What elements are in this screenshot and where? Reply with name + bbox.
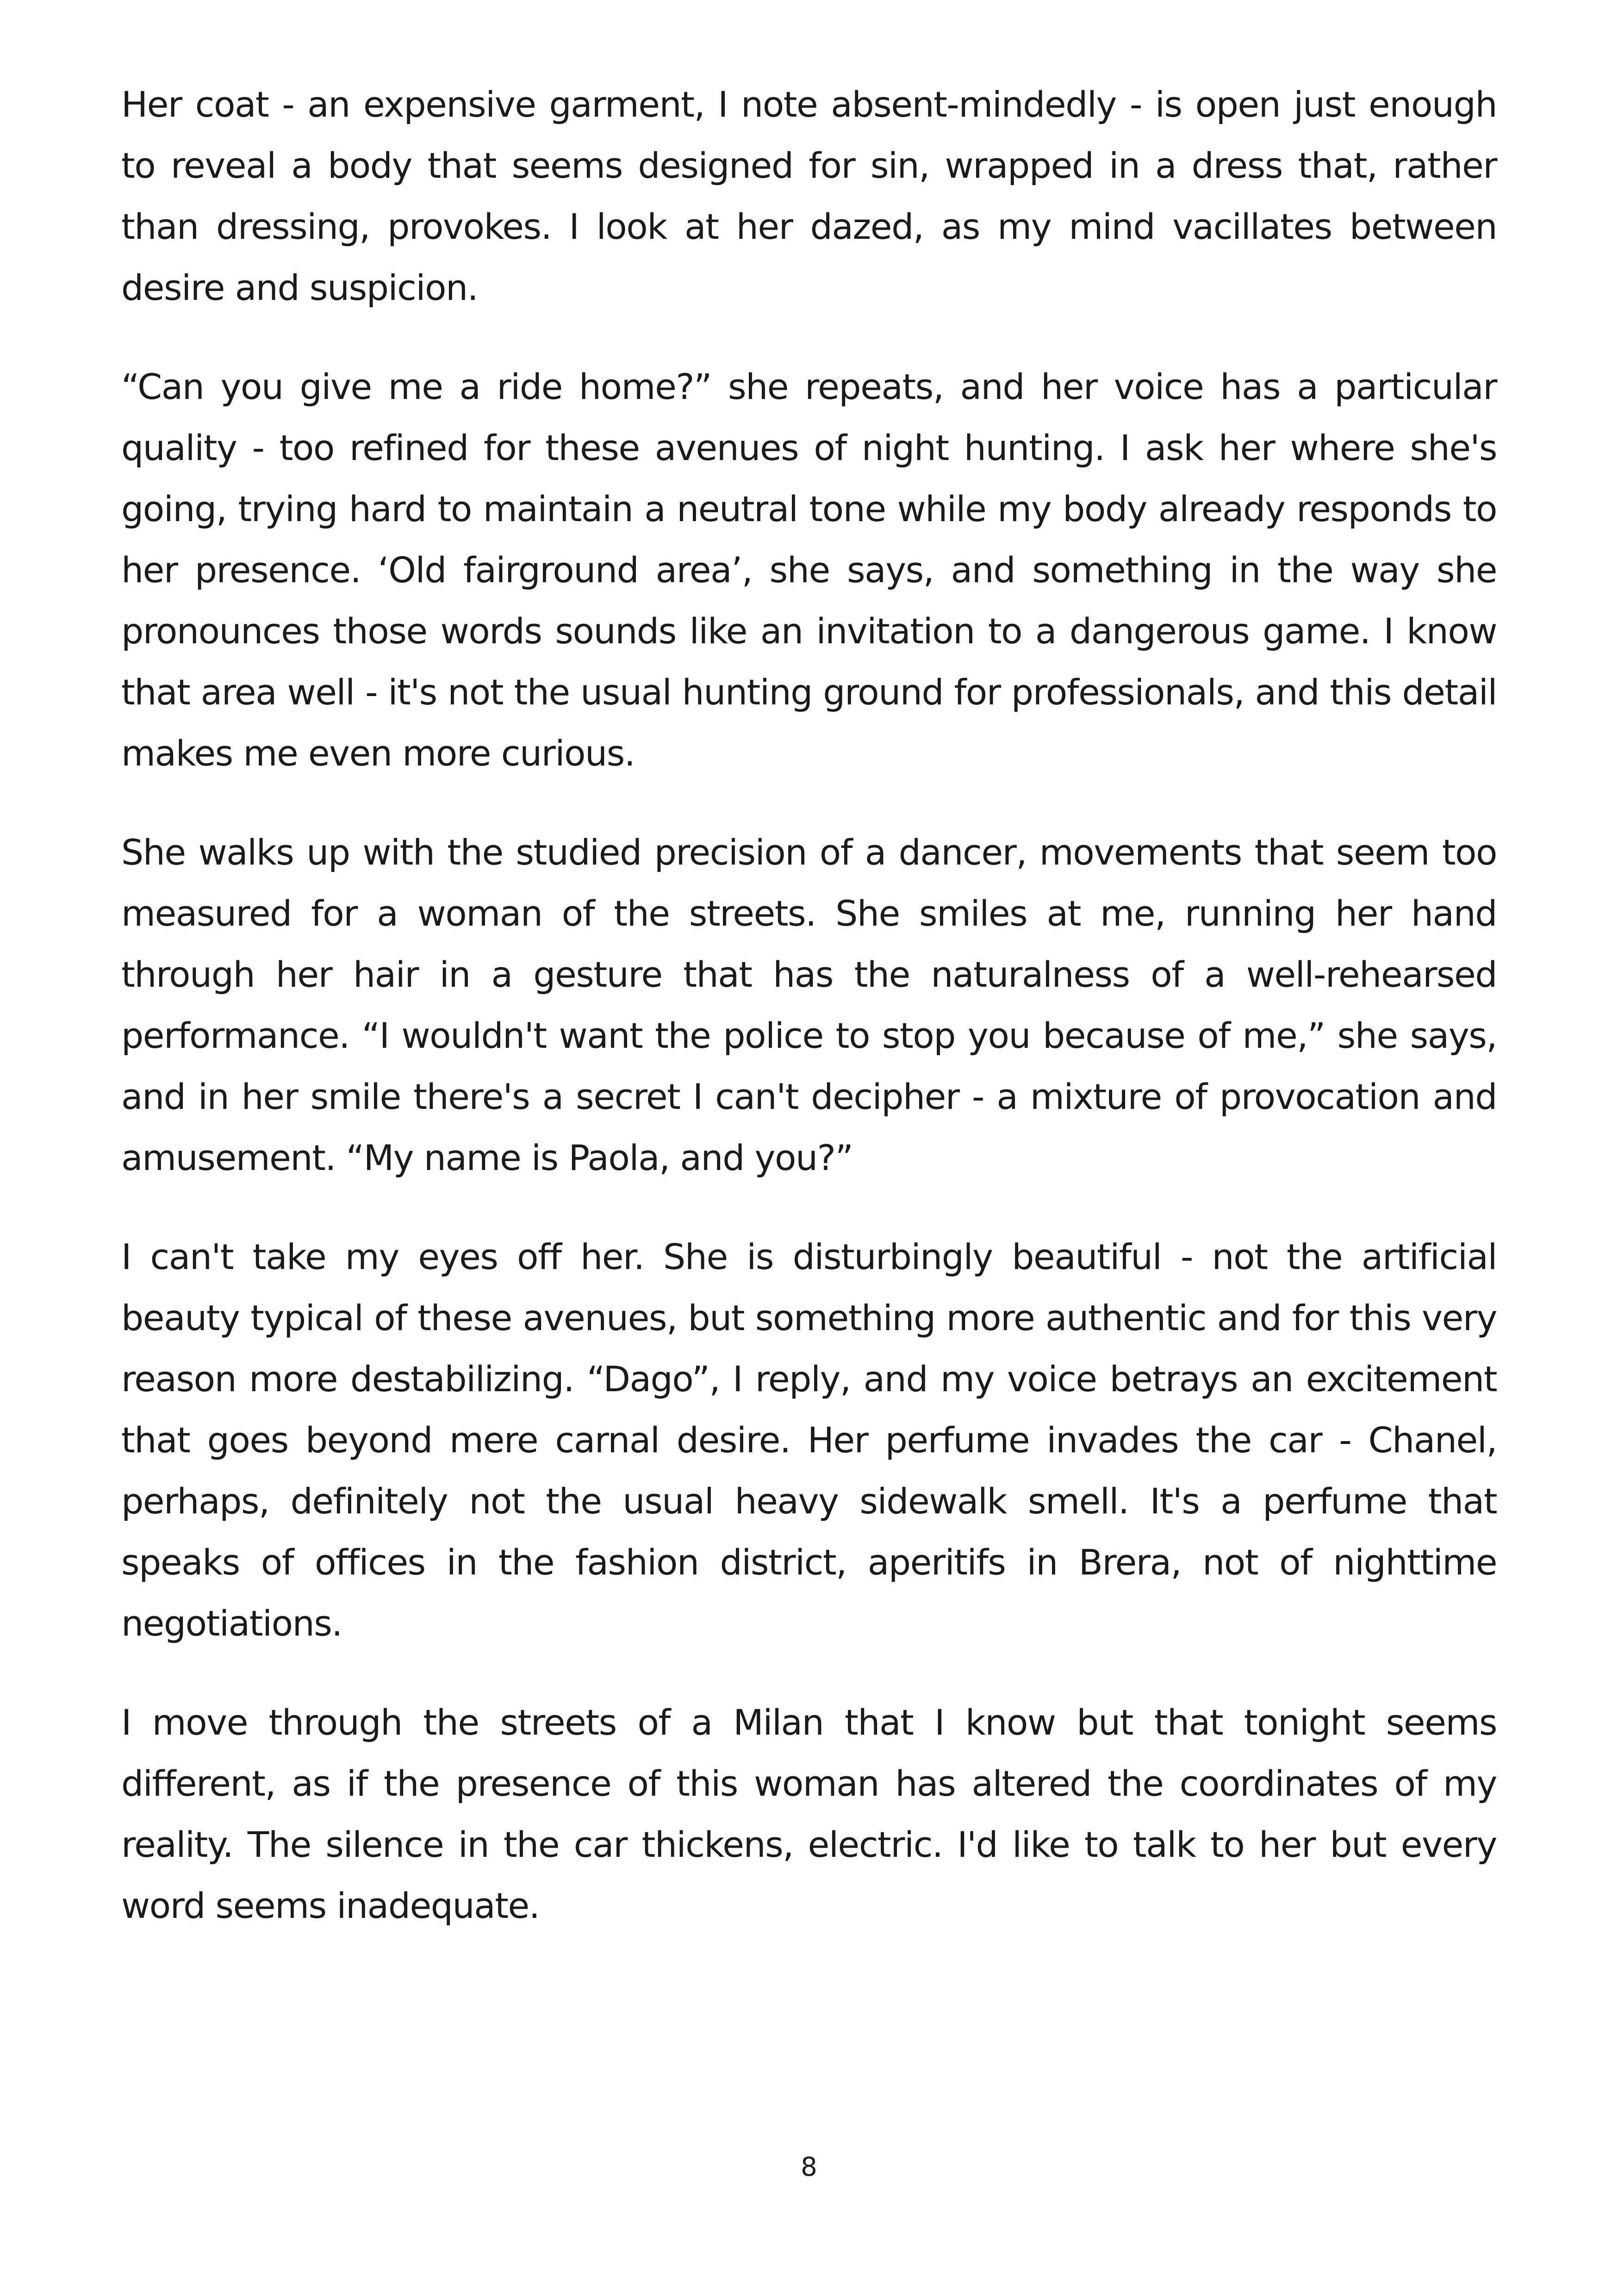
paragraph: I move through the streets of a Milan that I know but that tonight seems different, as if the presence of this woman has altered the coordinates of my reality. The silence in the car thickens, electric. I'd like to talk to her but every word seems inadequate. <box>121 1702 1497 1926</box>
paragraph: Her coat - an expensive garment, I note absent-mindedly - is open just enough to reveal a body that seems designed for sin, wrapped in a dress that, rather than dressing, provokes. I look at her dazed, as my mind vacillates between desire and suspicion. <box>121 84 1497 308</box>
paragraph: “Can you give me a ride home?” she repeats, and her voice has a particular quality - too refined for these avenues of night hunting. I ask her where she's going, trying hard to maintain a neutral tone while my body already responds to her presence. ‘Old fairground area’, she says, and something in the way she pronounces those words sounds like an invitation to a dangerous game. I know that area well - it's not the usual hunting ground for professionals, and this detail makes me even more curious. <box>121 366 1497 774</box>
paragraph: I can't take my eyes off her. She is disturbingly beautiful - not the artificial beauty typical of these avenues, but something more authentic and for this very reason more destabilizing. “Dago”, I reply, and my voice betrays an excitement that goes beyond mere carnal desire. Her perfume invades the car - Chanel, perhaps, definitely not the usual heavy sidewalk smell. It's a perfume that speaks of offices in the fashion district, aperitifs in Brera, not of nighttime negotiations. <box>121 1236 1497 1644</box>
paragraph: She walks up with the studied precision of a dancer, movements that seem too measured for a woman of the streets. She smiles at me, running her hand through her hair in a gesture that has the naturalness of a well-rehearsed performance. “I wouldn't want the police to stop you because of me,” she says, and in her smile there's a secret I can't decipher - a mixture of provocation and amusement. “My name is Paola, and you?” <box>121 832 1497 1178</box>
body-text <box>121 74 1497 1974</box>
page-number: 8 <box>801 2152 817 2182</box>
